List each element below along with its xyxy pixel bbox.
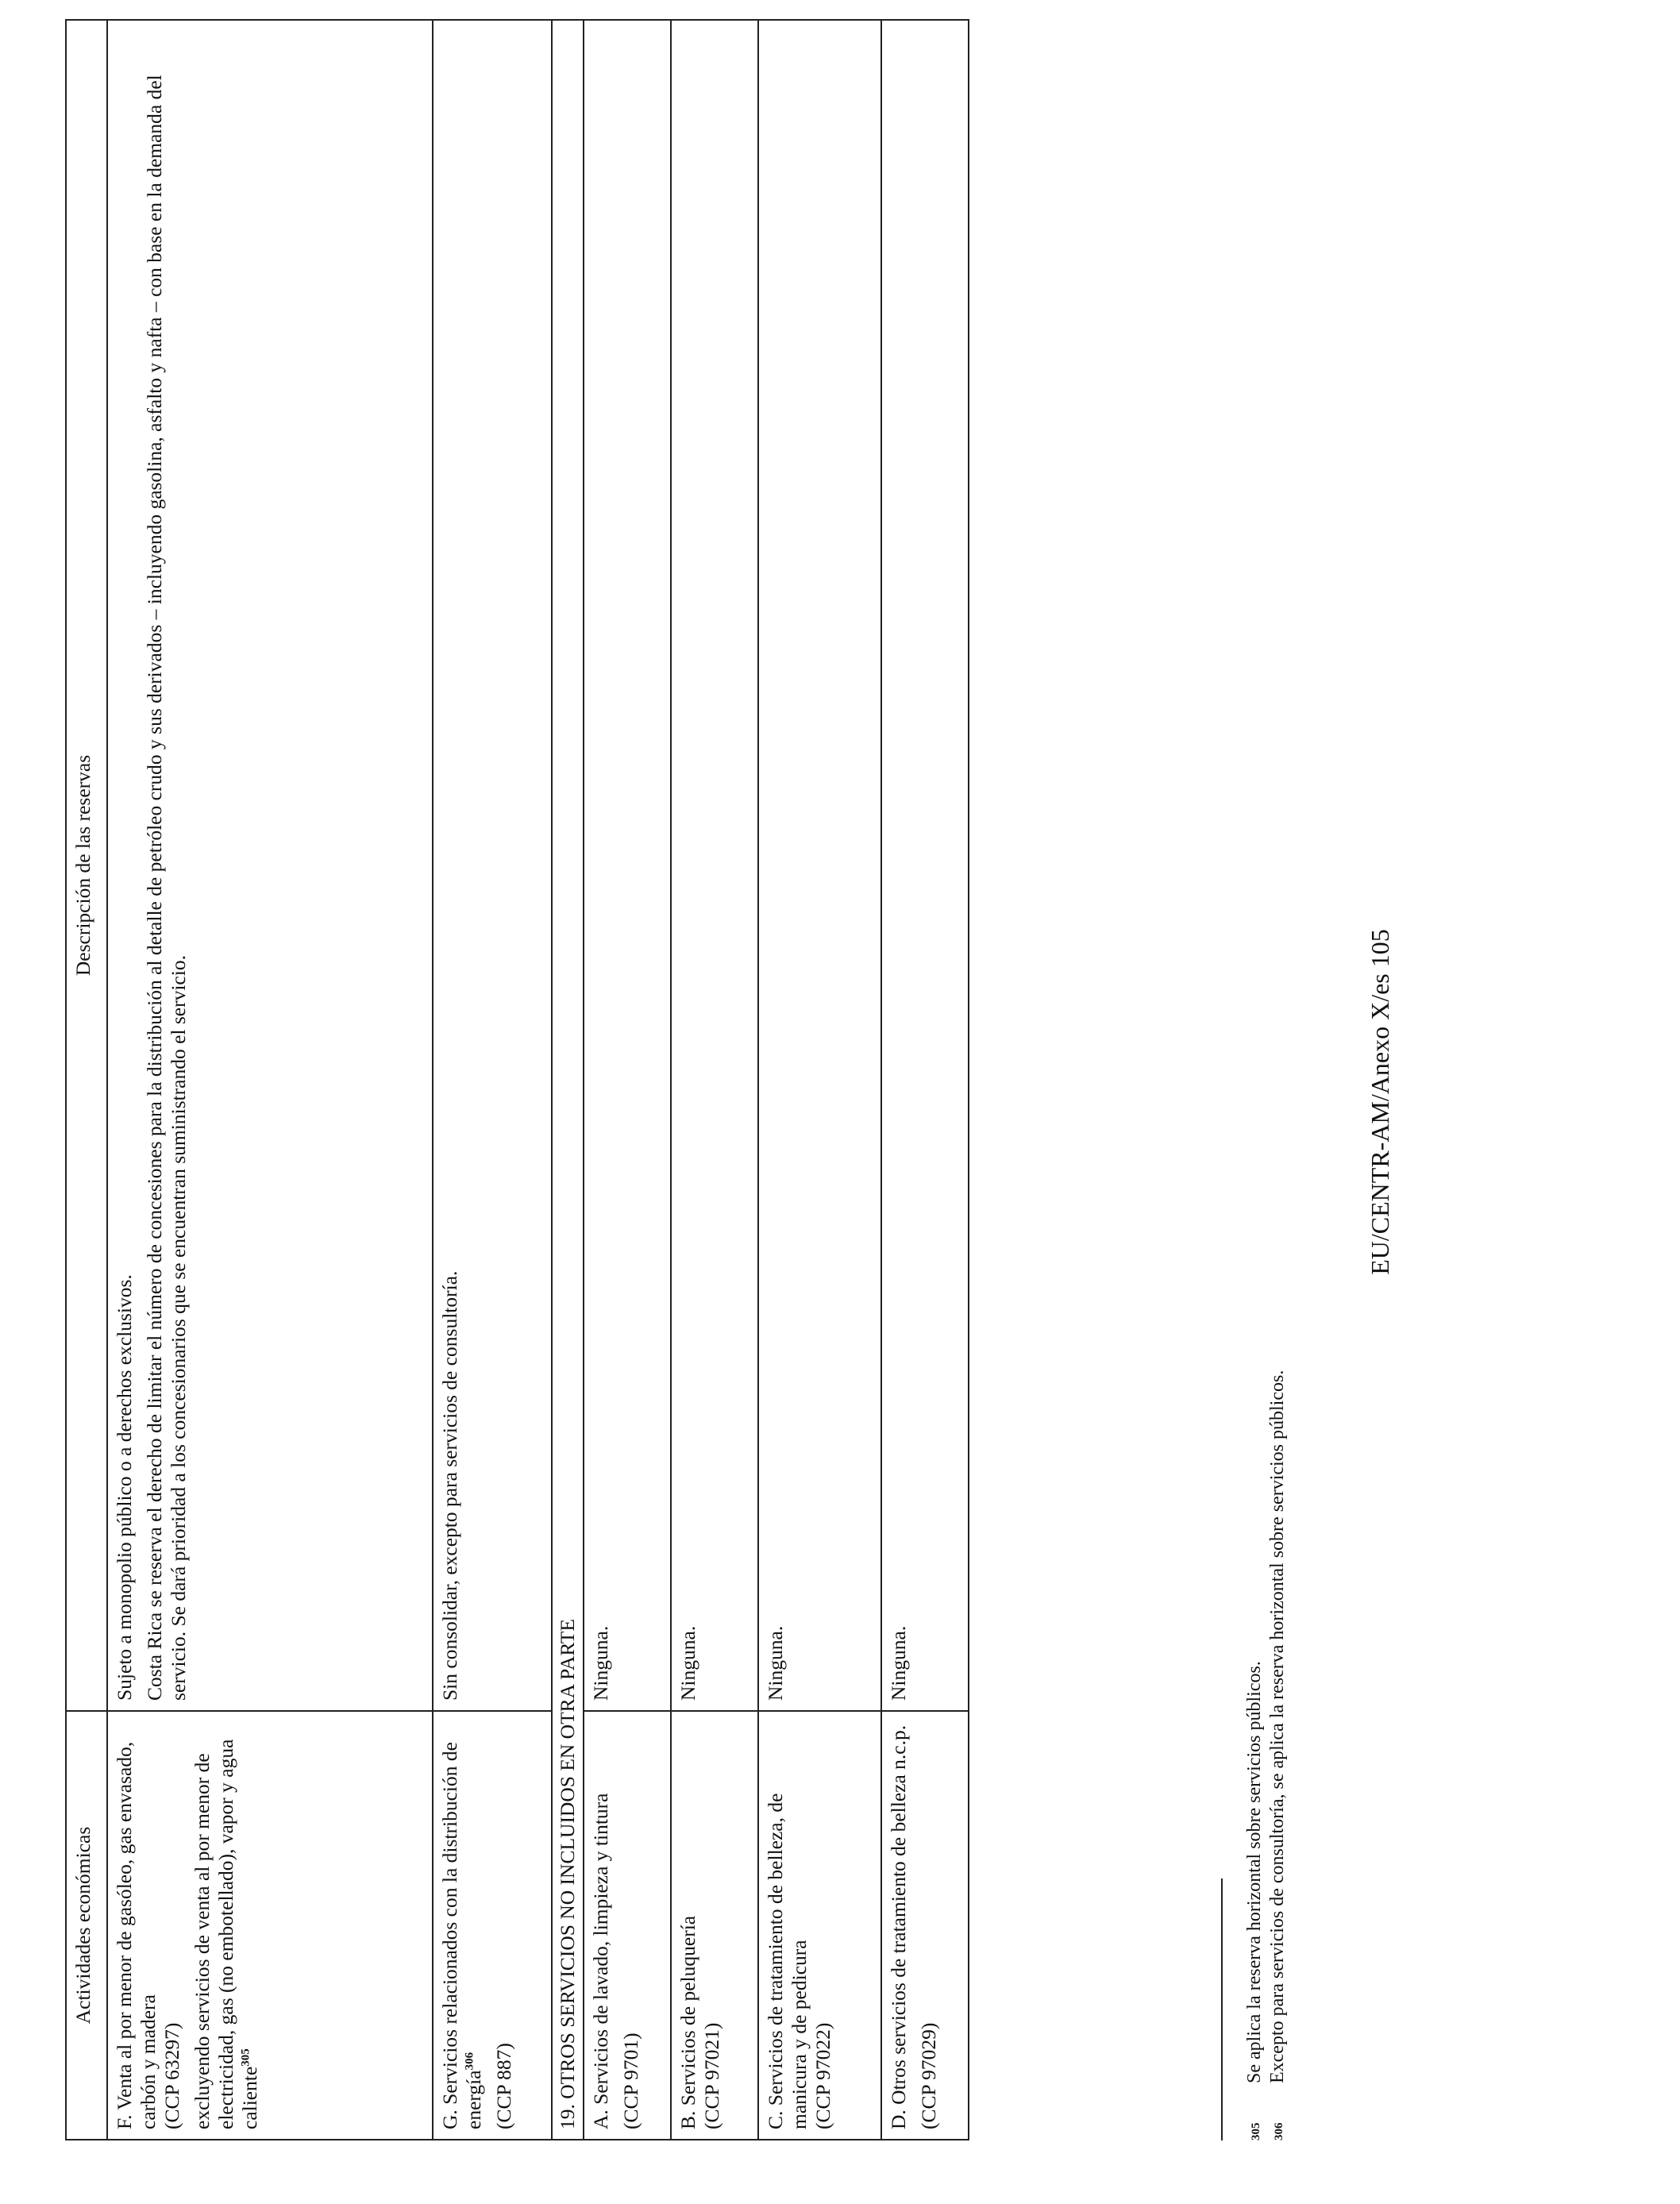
footnote-text: Se aplica la reserva horizontal sobre servicios públicos. — [1244, 1661, 1265, 2083]
footnote-305 — [1244, 1370, 1267, 2140]
reserve-text: Costa Rica se reserva el derecho de limitar el número de concesiones para la distribución al detalle de petróleo crudo y sus derivados – incluyendo gasolina, asfalto y nafta – con base en la demanda del servicio. Se dará prioridad a los concesionarios que se encuentran suministrando el servicio. — [143, 75, 190, 1701]
header-reserves: Descripción de las reservas — [66, 20, 107, 1711]
reserve-cell: Ninguna. — [881, 20, 969, 1711]
footnotes — [1244, 1370, 1290, 2140]
table-row — [881, 20, 969, 2140]
activity-text: B. Servicios de peluquería — [676, 1915, 699, 2129]
activity-cell — [671, 1711, 758, 2140]
section-heading: 19. OTROS SERVICIOS NO INCLUIDOS EN OTRA PARTE — [552, 20, 584, 2140]
activity-exclusion — [191, 1721, 262, 2129]
activity-cell — [584, 1711, 671, 2140]
ccp-code: (CCP 97021) — [700, 2022, 723, 2129]
footnote-ref-306[interactable]: 306 — [463, 2052, 476, 2071]
activity-text: C. Servicios de tratamiento de belleza, de manicura y de pedicura — [764, 1793, 811, 2129]
ccp-code: (CCP 887) — [492, 2043, 515, 2129]
activity-cell — [107, 1711, 433, 2140]
ccp-code: (CCP 97029) — [917, 2022, 940, 2129]
activity-text-wrap — [438, 1721, 486, 2129]
table-row — [584, 20, 671, 2140]
reserve-cell: Ninguna. — [584, 20, 671, 1711]
ccp-code: (CCP 9701) — [619, 2033, 642, 2129]
activity-text: F. Venta al por menor de gasóleo, gas envasado, carbón y madera — [113, 1741, 160, 2129]
page-footer: EU/CENTR-AM/Anexo X/es 105 — [1366, 929, 1394, 1275]
activity-cell — [758, 1711, 881, 2140]
activity-cell — [433, 1711, 552, 2140]
section-heading-row — [552, 20, 584, 2140]
table-row — [758, 20, 881, 2140]
reserve-text: Sujeto a monopolio público o a derechos exclusivos. — [113, 1274, 136, 1701]
footnote-separator — [1221, 1878, 1223, 2140]
reserve-cell — [107, 20, 433, 1711]
activity-text: G. Servicios relacionados con la distribución de energía — [438, 1742, 485, 2129]
table-row — [433, 20, 552, 2140]
reserve-cell — [433, 20, 552, 1711]
table-row — [671, 20, 758, 2140]
footnote-306 — [1267, 1370, 1290, 2140]
footnote-ref-305[interactable]: 305 — [239, 2048, 252, 2067]
footnote-number: 305 — [1250, 2122, 1262, 2140]
reserves-table — [65, 19, 969, 2140]
table-row — [107, 20, 433, 2140]
ccp-code: (CCP 63297) — [160, 2022, 183, 2129]
reserve-cell: Ninguna. — [758, 20, 881, 1711]
footnote-text: Excepto para servicios de consultoría, se aplica la reserva horizontal sobre servicios públicos. — [1267, 1370, 1288, 2083]
ccp-code: (CCP 97022) — [811, 2022, 834, 2129]
activity-text: A. Servicios de lavado, limpieza y tintura — [589, 1793, 612, 2129]
header-activities: Actividades económicas — [66, 1711, 107, 2140]
activity-text: D. Otros servicios de tratamiento de belleza n.c.p. — [887, 1724, 910, 2129]
reserve-cell: Ninguna. — [671, 20, 758, 1711]
activity-cell — [881, 1711, 969, 2140]
reserve-text: Sin consolidar, excepto para servicios de consultoría. — [438, 1270, 461, 1701]
footnote-number: 306 — [1273, 2122, 1285, 2140]
activity-exclusion-text: excluyendo servicios de venta al por menor de electricidad, gas (no embotellado), vapor y agua caliente — [191, 1739, 261, 2129]
table-header-row — [66, 20, 107, 2140]
